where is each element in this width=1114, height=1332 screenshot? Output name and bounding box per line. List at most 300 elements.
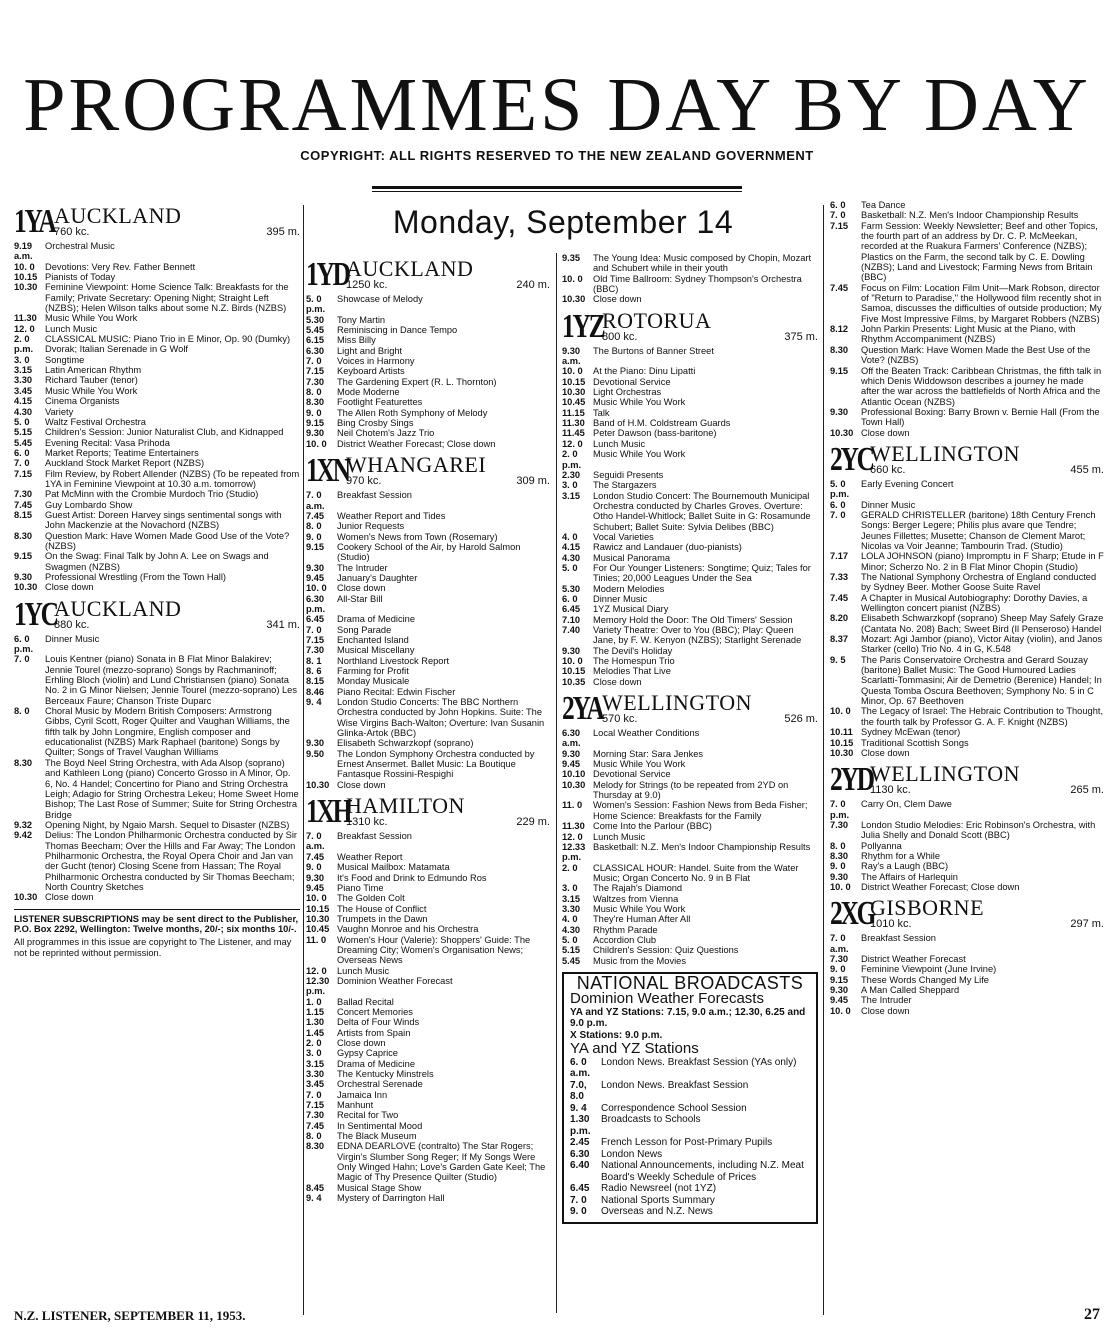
programme-list [306,831,550,1203]
programme-title: Traditional Scottish Songs [861,737,969,748]
programme-time: 8.45 [306,1182,325,1193]
programme-title: Richard Tauber (tenor) [45,375,138,386]
station-info [346,793,550,829]
programme-time: 7.33 [830,572,849,582]
programme-title: Old Time Ballroom: Sydney Thompson's Orchestra (BBC) [593,273,802,295]
programme-title: Music While You Work [593,449,686,460]
programme-title: Evening Recital: Vasa Prihoda [45,437,170,448]
column-rule [556,253,557,1313]
programme-time: 3. 0 [562,480,578,491]
programme-time: 9.45 [562,759,581,770]
programme-item [562,387,818,397]
programme-title: Drama of Medicine [337,1058,416,1069]
programme-title: Latin American Rhythm [45,365,142,376]
programme-item [830,200,1104,210]
programme-time: 9.15 [306,418,325,429]
programme-time: 7. 0 a.m. [830,933,849,954]
programme-title: The Young Idea: Music composed by Chopin, Mozart and Schubert while in their youth [593,253,812,274]
programme-title: Dinner Music [45,633,100,644]
programme-title: Breakfast Session [337,490,412,501]
station-metres: 309 m. [516,475,550,488]
programme-item [562,956,818,966]
station-kc: 970 kc. [346,475,382,488]
programme-title: London Studio Melodies: Eric Robinson's Orchestra, with Julia Shelly and Donald Scott (BBC) [861,819,1096,841]
programme-title: Guy Lombardo Show [45,499,133,510]
programme-time: 9. 0 [306,862,322,873]
programme-item [830,933,1104,954]
programme-title: Lunch Music [593,831,646,842]
programme-time: 10.30 [306,913,330,924]
programme-item [306,914,550,924]
programme-time: 7. 0 a.m. [306,490,325,511]
programme-title: Piano Time [337,882,384,893]
programme-item [562,408,818,418]
programme-item [14,892,300,902]
programme-title: Concert Memories [337,1006,413,1017]
programme-item [14,396,300,406]
programme-time: 9.30 [306,562,325,573]
station-frequency [54,226,300,238]
programme-list [830,799,1104,892]
programme-time: 9.30 [830,985,849,995]
programme-time: 1.30 [306,1017,325,1028]
programme-title: The Intruder [861,995,912,1006]
programme-item [306,645,550,655]
programme-item [562,428,818,438]
programme-title: Cinema Organists [45,396,120,407]
programme-time: 10. 0 [306,893,327,904]
programme-item [306,397,550,407]
programme-title: Tea Dance [861,200,906,210]
programme-item [562,894,818,904]
programme-title: Showcase of Melody [337,294,423,304]
station-header [562,690,818,728]
divider [372,186,742,189]
programme-title: London News. Breakfast Session [601,1079,749,1091]
subscriptions-text: LISTENER SUBSCRIPTIONS may be sent direct to the Publisher, P.O. Box 2292, Wellington: Twelve months, 20/-; six months 10/-. [14,913,299,934]
station-info [54,203,300,238]
programme-list [306,294,550,449]
programme-title: Broadcasts to Schools [601,1114,701,1126]
programme-title: Light Orchestras [593,387,662,398]
programme-item [562,294,818,304]
programme-title: Focus on Film: Location Film Unit—Mark Robson, director of "Return to Paradise," the Hollywood film recently shot in Samoa, discusses the difficulties of outside production; My Five Most Impressive Films, by Margaret Robbers (NZBS) [861,282,1102,324]
programme-title: Ray's a Laugh (BBC) [861,861,949,872]
programme-time: 11.30 [14,313,37,324]
programme-item [14,313,300,323]
station-kc: 1310 kc. [346,816,388,829]
programme-time: 1.15 [306,1006,325,1017]
programme-time: 9.30 [830,871,849,882]
station-frequency [870,464,1104,476]
programme-item [830,851,1104,861]
station-kc: 1130 kc. [870,784,911,797]
programme-title: The National Symphony Orchestra of England conducted by Sydney Beer. Mother Goose Suite Ravel [861,572,1097,593]
programme-item [562,397,818,407]
station-call-sign: 1YC [14,595,57,633]
programme-item [306,439,550,449]
programme-title: Delta of Four Winds [337,1017,420,1028]
programme-item [14,282,300,313]
programme-item [306,346,550,356]
programme-title: Opening Night, by Ngaio Marsh. Sequel to Disaster (NZBS) [45,819,290,830]
programme-title: Trumpets in the Dawn [337,913,428,924]
programme-title: Off the Beaten Track: Caribbean Christmas, the fifth talk in which Denis Widdowson describes a journey he made after the war across the battlefields of North Africa and the Atlantic Ocean (NZBS) [861,365,1102,407]
programme-time: 10.30 [14,282,38,293]
programme-time: 7.17 [830,551,849,562]
station-info [602,307,818,343]
column-3 [562,253,818,1313]
programme-title: It's Food and Drink to Edmundo Ros [337,872,487,883]
programme-item [562,615,818,625]
programme-time: 8. 6 [306,666,322,676]
programme-time: 9.30 [14,572,33,582]
stations-heading: YA and YZ Stations [570,1040,699,1058]
programme-time: 7.45 [306,851,325,862]
programme-title: The Allen Roth Symphony of Melody [337,407,488,418]
programme-item [14,272,300,282]
programme-time: 7.40 [562,625,581,635]
station-call-sign: 2YA [562,690,603,728]
programme-time: 8.20 [830,613,849,624]
programme-time: 5.45 [14,437,33,448]
programme-title: Devotions: Very Rev. Father Bennett [45,261,196,272]
programme-title: All-Star Bill [337,593,383,604]
station-frequency [346,475,550,487]
programme-item [830,738,1104,748]
programme-title: Northland Livestock Report [337,655,450,666]
programme-item [830,428,1104,438]
programme-item [306,1131,550,1141]
programme-time: 9.15 [306,541,325,552]
programme-title: Pat McMinn with the Crombie Murdoch Trio (Studio) [45,489,259,500]
programme-item [14,241,300,262]
programme-time: 9.30 [306,872,325,883]
programme-title: Jamaica Inn [337,1089,388,1100]
programme-item [562,821,818,831]
programme-item [562,935,818,945]
programme-time: 7.30 [306,1110,325,1121]
station-info [346,256,550,291]
programme-time: 9. 0 [830,861,846,872]
programme-item [562,646,818,656]
programme-title: National Announcements, including N.Z. Meat Board's Weekly Schedule of Prices [601,1160,804,1183]
programme-item [570,1149,810,1161]
programme-title: Artists from Spain [337,1027,411,1038]
programme-item [562,346,818,367]
programme-item [306,573,550,583]
programme-item [14,355,300,365]
programme-title: Close down [337,779,386,790]
programme-title: Band of H.M. Coldstream Guards [593,418,731,429]
programme-time: 3.30 [14,375,33,386]
programme-time: 3. 0 [306,1048,322,1059]
programme-title: The Boyd Neel String Orchestra, with Ada Alsop (soprano) and Kathleen Long (piano) Concerto Grosso in A Minor, Op. 6, No. 4 Handel; Concertino for Piano and String Orchestra Leigh; Adagio for String Orchestra Lekeu; Home Sweet Home Bishop; The Last Rose of Summer; Suite for String Orchestra Bridge [45,757,299,820]
programme-title: Melodies That Live [593,666,671,677]
programme-list [306,490,550,790]
programme-item [306,687,550,697]
programme-title: They're Human After All [593,914,691,925]
station-metres: 341 m. [266,618,300,631]
programme-time: 1.30 p.m. [570,1114,591,1137]
programme-time: 6.30 [570,1148,590,1160]
programme-time: 12.30 p.m. [306,975,330,997]
programme-time: 3.15 [14,365,33,376]
station-header [306,257,550,291]
station-call-sign: 1XN [306,452,349,490]
programme-title: GERALD CHRISTELLER (baritone) 18th Century French Songs: Berger Legere; Philis plus avare que Tendre; Jeunes Fillettes; Musette; Chanson de Clement Marot; Nicolas va Voir Jeanne; Tambourin Trad. (Studio) [861,509,1096,551]
programme-time: 3. 0 [562,883,578,894]
programme-item [14,510,300,531]
programme-item [570,1103,810,1115]
programme-title: Music While You Work [45,385,138,396]
programme-time: 10. 0 [830,706,851,717]
programme-time: 9.45 [306,882,325,893]
programme-time: 10.30 [562,779,586,790]
station-metres: 229 m. [516,816,550,829]
programme-time: 10. 0 [14,261,35,272]
programme-time: 7.0, 8.0 [570,1079,587,1103]
programme-title: Rhythm Parade [593,924,658,935]
programme-time: 12.33 p.m. [562,841,586,863]
station-call-sign: 2YC [830,440,873,478]
programme-title: Orchestral Serenade [337,1079,423,1090]
station-name: ROTORUA [602,307,712,333]
programme-item [562,759,818,769]
programme-title: Weather Report [337,851,403,862]
programme-item [14,407,300,417]
programme-item [306,904,550,914]
programme-item [306,1048,550,1058]
programme-time: 8.15 [14,509,33,520]
programme-time: 8. 0 [306,1131,322,1142]
programme-title: District Weather Forecast; Close down [337,438,496,449]
programme-time: 8.30 [306,397,325,408]
programme-title: Close down [861,427,910,438]
programme-item [562,769,818,779]
station-name: AUCKLAND [54,203,182,228]
station-header [14,597,300,631]
programme-time: 6. 0 [562,593,578,604]
programme-item [562,449,818,470]
programme-time: 6.30 a.m. [562,728,581,749]
programme-time: 8.15 [306,676,325,687]
programme-title: Breakfast Session [337,831,412,842]
programme-item [306,873,550,883]
programme-item [306,428,550,438]
programme-title: The Stargazers [593,480,657,491]
programme-item [14,458,300,468]
programme-title: Louis Kentner (piano) Sonata in B Flat Minor Balakirev; Jennie Tourel (mezzo-soprano) Songs by Rachmaninoff; Erhling Bloch (violin) and Lund Christiansen (piano) Sonata No. 2 in G Minor Nielsen; Jennie Tourel (mezzo-soprano) Les Berceaux Faure; Chanson Triste Duparc [45,654,297,706]
programme-time: 7.45 [14,499,33,510]
programme-time: 8. 0 [306,387,322,398]
programme-title: Guest Artist: Doreen Harvey sings sentimental songs with John Mackenzie at the Novachord (NZBS) [45,509,282,531]
programme-time: 11.30 [562,418,585,429]
programme-time: 9.15 [830,365,849,376]
programme-item [830,283,1104,324]
programme-title: Women's Session: Fashion News from Beda Fisher; Home Science: Breakfasts for the Family [593,800,808,821]
programme-item [306,1121,550,1131]
programme-time: 6.45 [562,604,581,615]
programme-item [306,1090,550,1100]
station-kc: 1250 kc. [346,279,388,291]
programme-item [570,1183,810,1195]
programme-list [830,479,1104,758]
weather-forecasts-heading: Dominion Weather Forecasts [570,990,764,1008]
programme-time: 10.30 [306,779,330,790]
station-call-sign: 1XH [306,793,351,831]
programme-item [562,625,818,646]
programme-time: 9.50 [306,748,325,759]
programme-item [562,656,818,666]
programme-time: 10.15 [562,666,586,677]
programme-item [306,418,550,428]
programme-title: Song Parade [337,624,392,635]
station-kc: 570 kc. [602,713,638,726]
programme-title: On the Swag: Final Talk by John A. Lee on Swags and Swagmen (NZBS) [45,551,269,572]
programme-title: Elisabeth Schwarzkopf (soprano) Sheep May Safely Graze (Cantata No. 208) Bach; Sweet Bird (Il Penseroso) Handel [861,613,1104,634]
programme-item [830,479,1104,500]
programme-time: 11. 0 [562,800,583,811]
programme-list [830,200,1104,438]
programme-time: 10.30 [830,747,854,758]
station-metres: 297 m. [1070,918,1104,931]
programme-item [830,345,1104,366]
programme-title: A Man Called Sheppard [861,985,960,995]
programme-list [570,1057,810,1218]
programme-item [830,882,1104,892]
programme-time: 1. 0 [306,996,322,1007]
station-frequency [54,619,300,631]
programme-item [306,738,550,748]
programme-title: Mode Moderne [337,387,400,398]
programme-item [570,1057,810,1080]
programme-title: Pollyanna [861,840,902,851]
programme-title: Miss Billy [337,335,376,346]
programme-time: 6. 0 p.m. [14,633,34,655]
station-call-sign: 2XG [830,895,875,933]
programme-title: Monday Musicale [337,676,410,687]
divider [372,191,742,192]
programme-time: 10.35 [562,676,586,687]
programme-time: 8.30 [830,850,849,861]
programme-time: 9. 0 [830,964,846,975]
programme-item [830,964,1104,974]
programme-item [562,553,818,563]
programme-item [570,1206,810,1218]
programme-item [14,706,300,758]
programme-item [14,427,300,437]
programme-item [562,584,818,594]
programme-item [14,386,300,396]
programme-time: 7.15 [14,468,33,479]
programme-item [14,324,300,334]
programme-title: In Sentimental Mood [337,1120,423,1131]
programme-item [830,985,1104,995]
programme-time: 5.45 [562,955,581,966]
programme-title: The House of Conflict [337,903,427,914]
programme-time: 11.30 [562,821,585,832]
programme-time: 9.19 a.m. [14,241,33,262]
programme-title: Women's Hour (Valerie): Shoppers' Guide: The Dreaming City; Women's Organisation News; Overseas News [337,934,531,966]
programme-title: Music While You Work [593,397,686,408]
programme-time: 10. 0 [306,583,327,594]
programme-title: The London Symphony Orchestra conducted by Ernest Ansermet. Ballet Music: La Boutique Fantasque Rossini-Respighi [337,748,535,780]
day-heading: Monday, September 14 [392,204,734,240]
station-metres: 375 m. [784,330,818,343]
programme-item [562,914,818,924]
programme-time: 10.15 [306,903,330,914]
programme-title: London Studio Concerts: The BBC Northern Orchestra conducted by John Hopkins. Suite: The Wise Virgins Bach-Walton; Overture: Ivan Susanin Glinka-Artok (BBC) [337,697,545,739]
programme-item [14,531,300,552]
programme-item [562,418,818,428]
programme-item [306,1141,550,1182]
programme-item [14,572,300,582]
programme-title: London News. Breakfast Session (YAs only) [601,1056,797,1068]
programme-item [306,315,550,325]
programme-item [14,334,300,355]
programme-title: Feminine Viewpoint: Home Science Talk: Breakfasts for the Family; Private Secretary: Opening Night; Straight Left (NZBS); Helen Wilson talks about some N.Z. Birds (NZBS) [45,282,289,314]
programme-item [562,925,818,935]
station-frequency [870,784,1104,796]
station-name: WELLINGTON [602,690,752,716]
programme-item [306,366,550,376]
programme-item [830,655,1104,707]
programme-title: Bing Crosby Sings [337,418,414,429]
programme-time: 9.30 [830,406,849,417]
programme-time: 9.15 [14,551,33,562]
programme-title: Question Mark: Have Women Made Good Use of the Vote? (NZBS) [45,530,290,551]
programme-item [830,872,1104,882]
programme-title: Close down [593,294,642,305]
programme-time: 2.45 [570,1137,590,1149]
page-number: 27 [1084,1306,1100,1323]
programme-title: Pianists of Today [45,272,116,283]
programme-item [562,366,818,376]
programme-title: January's Daughter [337,572,418,583]
programme-time: 12. 0 [14,323,35,334]
programme-item [830,706,1104,727]
programme-time: 2. 0 [562,862,578,873]
programme-title: Waltz Festival Orchestra [45,416,146,427]
programme-item [306,893,550,903]
programme-item [830,727,1104,737]
station-call-sign: 2YD [830,761,873,799]
programme-item [562,253,818,274]
programme-title: Sydney McEwan (tenor) [861,727,961,738]
programme-time: 6.40 [570,1160,590,1172]
programme-item [14,469,300,490]
programme-item [830,613,1104,634]
programme-title: Overseas and N.Z. News [601,1206,713,1218]
programme-item [562,470,818,480]
programme-time: 7. 0 [14,458,30,469]
station-metres: 455 m. [1070,463,1104,476]
programme-time: 11.15 [562,407,585,418]
programme-time: 7. 0 [570,1194,587,1206]
programme-time: 2.30 [562,469,581,480]
programme-title: Dinner Music [593,593,648,604]
programme-item [562,491,818,532]
programme-item [306,387,550,397]
programme-time: 2. 0 p.m. [14,334,34,355]
programme-title: Correspondence School Session [601,1102,747,1114]
programme-title: Elisabeth Schwarzkopf (soprano) [337,738,474,749]
programme-time: 7. 0 [830,210,846,221]
programme-item [830,551,1104,572]
programme-title: For Our Younger Listeners: Songtime; Quiz; Tales for Tinies; 20,000 Leagues Under the Sea [593,562,811,584]
programme-title: Musical Panorama [593,552,670,563]
